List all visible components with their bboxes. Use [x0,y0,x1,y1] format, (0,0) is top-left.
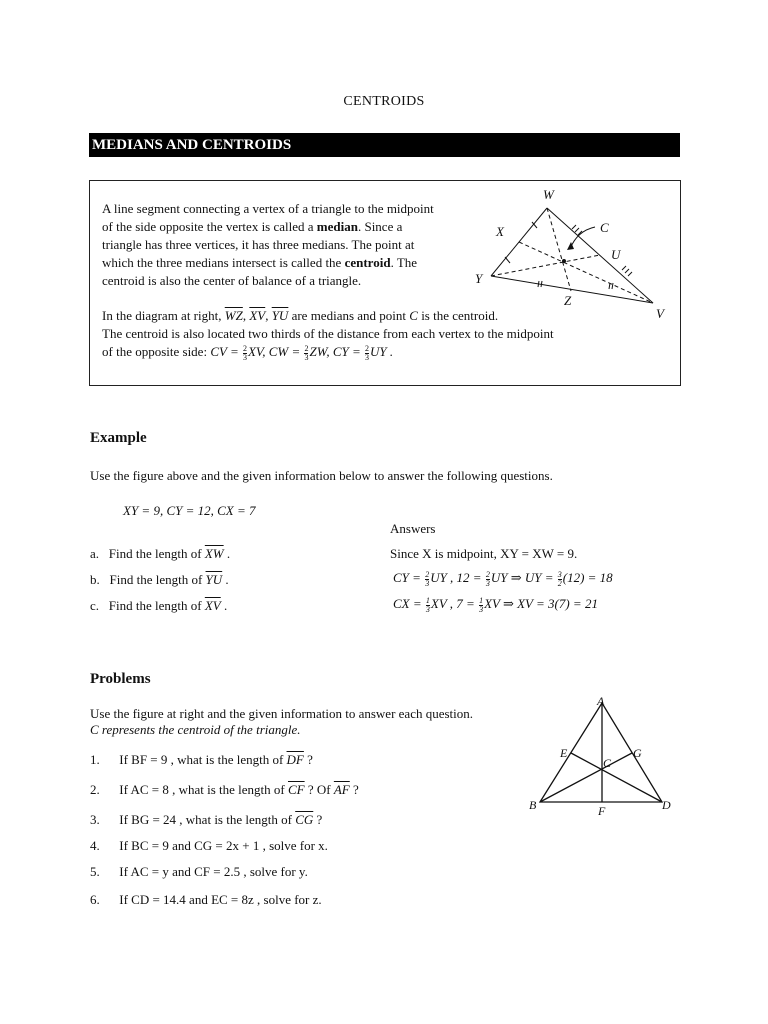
question-c: c. Find the length of $\overline{XV}$ . [90,598,228,613]
definition-line: of the opposite side: CV = $\frac{2}{3}$ XV, CW = $\frac{2}{3}$ ZW, CY = $\frac{2}{3}$ UY . [102,343,394,362]
problem-2: 2. If AC = 8 , what is the length of $\overline{CF}$ ? Of $\overline{AF}$ ? [90,782,359,797]
answer-c: CX = $\frac{1}{3}$ XV , 7 = $\frac{1}{3}$ XV ⇒ XV = 3(7) = 21 [393,595,598,614]
problems-instructions-2: C represents the centroid of the triangle. [90,722,301,737]
section-banner [89,133,680,157]
answer-a: Since X is midpoint, XY = XW = 9. [390,546,578,561]
svg-text:E: E [560,746,568,760]
svg-text:X: X [496,224,504,239]
page-title: CENTROIDS [343,94,425,109]
svg-text:G: G [633,746,642,760]
definition-line: triangle has three vertices, it has three medians. The point at [102,237,415,252]
definition-line: The centroid is also located two thirds of the distance from each vertex to the midpoint [102,326,554,341]
svg-text:D: D [662,798,671,812]
problem-3: 3. If BG = 24 , what is the length of $\overline{CG}$ ? [90,812,323,827]
centroid-problem-diagram [525,695,680,820]
problem-5: 5. If AC = y and CF = 2.5 , solve for y. [90,864,308,879]
problem-1: 1. If BF = 9 , what is the length of $\overline{DF}$ ? [90,752,313,767]
problem-4: 4. If BC = 9 and CG = 2x + 1 , solve for x. [90,838,328,853]
centroid-term: centroid [344,255,391,270]
problems-instructions: Use the figure at right and the given information to answer each question. [90,706,474,721]
definition-line: centroid is also the center of balance of a triangle. [102,273,362,288]
svg-text:C: C [603,756,612,770]
problems-heading: Problems [90,671,151,687]
definition-line: which the three medians intersect is called the centroid. The [102,255,418,270]
median-triangle-diagram [470,183,675,323]
svg-text:B: B [529,798,537,812]
example-heading: Example [90,430,147,446]
svg-text:Z: Z [564,293,572,308]
question-a: a. Find the length of $\overline{XW}$ . [90,546,231,561]
svg-text:W: W [543,187,554,202]
section-banner-text: MEDIANS AND CENTROIDS [92,137,292,153]
given-values: XY = 9, CY = 12, CX = 7 [123,503,256,518]
svg-text:F: F [598,804,606,818]
definition-text [102,200,502,290]
problem-6: 6. If CD = 14.4 and EC = 8z , solve for z. [90,892,322,907]
example-instructions: Use the figure above and the given information below to answer the following questions. [90,468,553,483]
answers-label: Answers [390,521,436,536]
definition-line: A line segment connecting a vertex of a triangle to the midpoint [102,201,434,216]
svg-text:U: U [611,247,621,262]
svg-text:C: C [600,220,609,235]
definition-line: of the side opposite the vertex is called a median. Since a [102,219,403,234]
question-b: b. Find the length of $\overline{YU}$ . [90,572,229,587]
answer-b: CY = $\frac{2}{3}$ UY , 12 = $\frac{2}{3}$ UY ⇒ UY = $\frac{3}{2}$ (12) = 18 [393,569,613,588]
svg-text:A: A [597,695,605,708]
median-term: median [316,219,358,234]
svg-text:Y: Y [475,271,483,286]
definition-line: In the diagram at right, $\overline{WZ}$, $\overline{XV}$, $\overline{YU}$ are medians and point C is the centroid. [102,308,499,323]
svg-text:V: V [656,306,664,321]
